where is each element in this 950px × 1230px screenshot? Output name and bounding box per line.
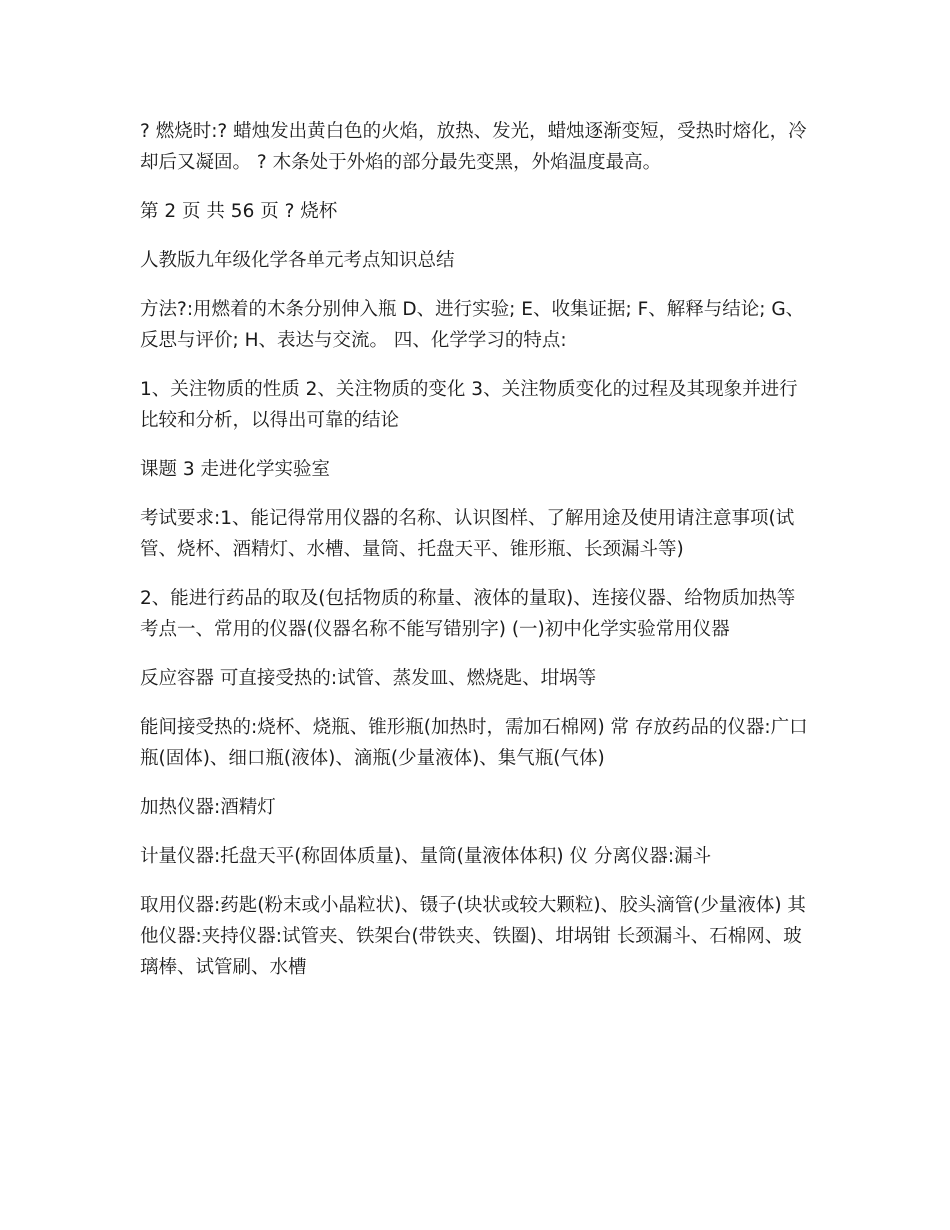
paragraph-page-number: 第 2 页 共 56 页 ? 烧杯	[140, 201, 338, 222]
paragraph-exam-requirements: 考试要求:1、能记得常用仪器的名称、认识图样、了解用途及使用请注意事项(试管、烧杯、酒精灯、水槽、量筒、托盘天平、锥形瓶、长颈漏斗等)	[140, 508, 795, 560]
paragraph-method: 方法?:用燃着的木条分别伸入瓶 D、进行实验; E、收集证据; F、解释与结论; G、反思与评价; H、表达与交流。 四、化学学习的特点:	[140, 299, 805, 351]
paragraph-lesson-heading: 课题 3 走进化学实验室	[140, 459, 331, 480]
paragraph-measuring-instruments: 计量仪器:托盘天平(称固体质量)、量筒(量液体体积) 仪 分离仪器:漏斗	[140, 846, 712, 867]
paragraph-reaction-vessels: 反应容器 可直接受热的:试管、蒸发皿、燃烧匙、坩埚等	[140, 668, 597, 689]
paragraph-indirect-heating: 能间接受热的:烧杯、烧瓶、锥形瓶(加热时，需加石棉网) 常 存放药品的仪器:广口瓶(固体)、细口瓶(液体)、滴瓶(少量液体)、集气瓶(气体)	[140, 717, 808, 769]
paragraph-features: 1、关注物质的性质 2、关注物质的变化 3、关注物质变化的过程及其现象并进行比较和分析，以得出可靠的结论	[140, 379, 798, 431]
document-body	[140, 116, 810, 1001]
paragraph-combustion: ? 燃烧时:? 蜡烛发出黄白色的火焰，放热、发光，蜡烛逐渐变短，受热时熔化，冷却后又凝固。 ? 木条处于外焰的部分最先变黑，外焰温度最高。	[140, 121, 807, 173]
paragraph-heating-instruments: 加热仪器:酒精灯	[140, 797, 276, 818]
paragraph-requirement-2: 2、能进行药品的取及(包括物质的称量、液体的量取)、连接仪器、给物质加热等 考点一、常用的仪器(仪器名称不能写错别字) (一)初中化学实验常用仪器	[140, 588, 796, 640]
paragraph-doc-title: 人教版九年级化学各单元考点知识总结	[140, 250, 455, 271]
paragraph-taking-instruments: 取用仪器:药匙(粉末或小晶粒状)、镊子(块状或较大颗粒)、胶头滴管(少量液体) 其他仪器:夹持仪器:试管夹、铁架台(带铁夹、铁圈)、坩埚钳 长颈漏斗、石棉网、玻璃棒、试管刷、水槽	[140, 895, 806, 978]
